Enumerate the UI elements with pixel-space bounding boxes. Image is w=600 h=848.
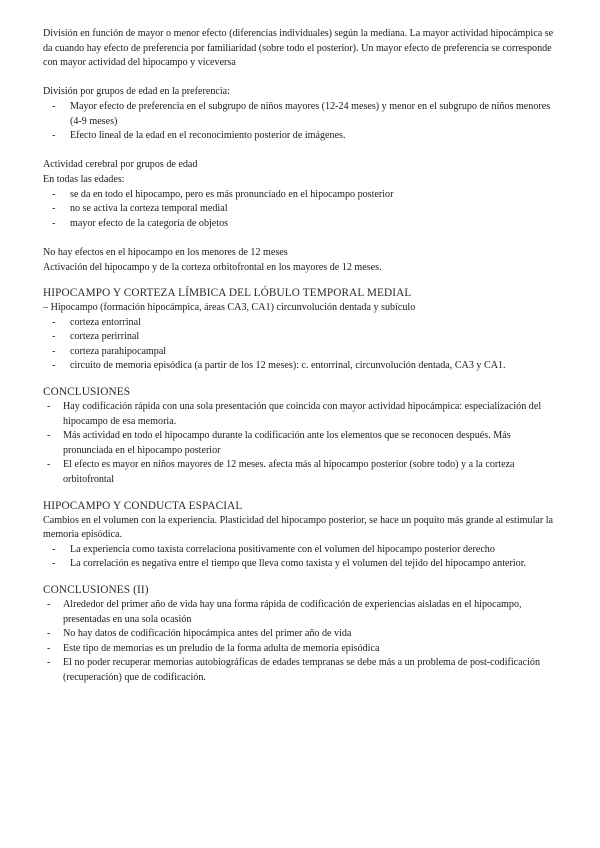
age-groups-heading: División por grupos de edad en la preferencia:: [43, 86, 230, 98]
list-item: - La experiencia como taxista correlaciona positivamente con el volumen del hipocampo posterior derecho: [43, 543, 563, 558]
effects-line-2: Activación del hipocampo y de la corteza orbitofrontal en los mayores de 12 meses.: [43, 261, 382, 273]
hippocampus-intro: – Hipocampo (formación hipocámpica, áreas CA3, CA1) circunvolución dentada y subículo: [43, 302, 416, 314]
brain-activity-subheading: En todas las edades:: [43, 173, 125, 185]
section-title-conclusions-ii: CONCLUSIONES (II): [43, 584, 149, 596]
list-item: - Hay codificación rápida con una sola presentación que coincida con mayor actividad hipocámpica: especialización del hipocampo de esa memoria.: [43, 400, 563, 429]
list-item: - corteza perirrinal: [43, 330, 563, 345]
section-title-spatial: HIPOCAMPO Y CONDUCTA ESPACIAL: [43, 499, 243, 512]
section-title-hippocampus: HIPOCAMPO Y CORTEZA LÍMBICA DEL LÓBULO TEMPORAL MEDIAL: [43, 287, 412, 300]
list-item: - se da en todo el hipocampo, pero es más pronunciado en el hipocampo posterior: [43, 188, 563, 203]
list-item: - Mayor efecto de preferencia en el subgrupo de niños mayores (12-24 meses) y menor en el subgrupo de niños menores (4-9 meses): [43, 100, 563, 129]
conclusions-ii-list: [43, 598, 563, 686]
spatial-intro: Cambios en el volumen con la experiencia. Plasticidad del hipocampo posterior, se hace un poquito más grande al estimular la memoria episódica.: [43, 514, 554, 541]
hippocampus-list: [43, 316, 563, 374]
brain-activity-list: [43, 188, 563, 232]
list-item: - no se activa la corteza temporal medial: [43, 202, 563, 217]
list-item: - corteza parahipocampal: [43, 345, 563, 360]
list-item: - Alrededor del primer año de vida hay una forma rápida de codificación de experiencias aisladas en el hipocampo, presentadas en una sola ocasión: [43, 598, 563, 627]
list-item: - No hay datos de codificación hipocámpica antes del primer año de vida: [43, 627, 563, 642]
conclusions-list: [43, 400, 563, 488]
list-item: - La correlación es negativa entre el tiempo que lleva como taxista y el volumen del tejido del hipocampo anterior.: [43, 557, 563, 572]
spatial-list: [43, 543, 563, 572]
intro-paragraph: División en función de mayor o menor efecto (diferencias individuales) según la mediana. La mayor actividad hipocámpica se da cuando hay efecto de preferencia por familiaridad (sobre todo el posterior). Un mayor efecto de preferencia se corresponde con mayor actividad del hipocampo y viceversa: [43, 28, 554, 69]
list-item: - circuito de memoria episódica (a partir de los 12 meses): c. entorrinal, circunvolución dentada, CA3 y CA1.: [43, 359, 563, 374]
list-item: - Efecto lineal de la edad en el reconocimiento posterior de imágenes.: [43, 129, 563, 144]
brain-activity-heading: Actividad cerebral por grupos de edad: [43, 159, 198, 171]
list-item: - Más actividad en todo el hipocampo durante la codificación ante los elementos que se reconocen después. Más pronunciada en el hipocampo posterior: [43, 429, 563, 458]
list-item: - El efecto es mayor en niños mayores de 12 meses. afecta más al hipocampo posterior (sobre todo) y a la corteza orbitofrontal: [43, 458, 563, 487]
document-page: [43, 27, 563, 686]
list-item: - mayor efecto de la categoría de objetos: [43, 217, 563, 232]
section-title-conclusions: CONCLUSIONES: [43, 386, 131, 399]
list-item: - Este tipo de memorias es un preludio de la forma adulta de memoria episódica: [43, 642, 563, 657]
effects-line-1: No hay efectos en el hipocampo en los menores de 12 meses: [43, 246, 288, 258]
list-item: - El no poder recuperar memorias autobiográficas de edades tempranas se debe más a un problema de post-codificación (recuperación) que de codificación.: [43, 656, 563, 685]
list-item: - corteza entorrinal: [43, 316, 563, 331]
age-groups-list: [43, 100, 563, 144]
